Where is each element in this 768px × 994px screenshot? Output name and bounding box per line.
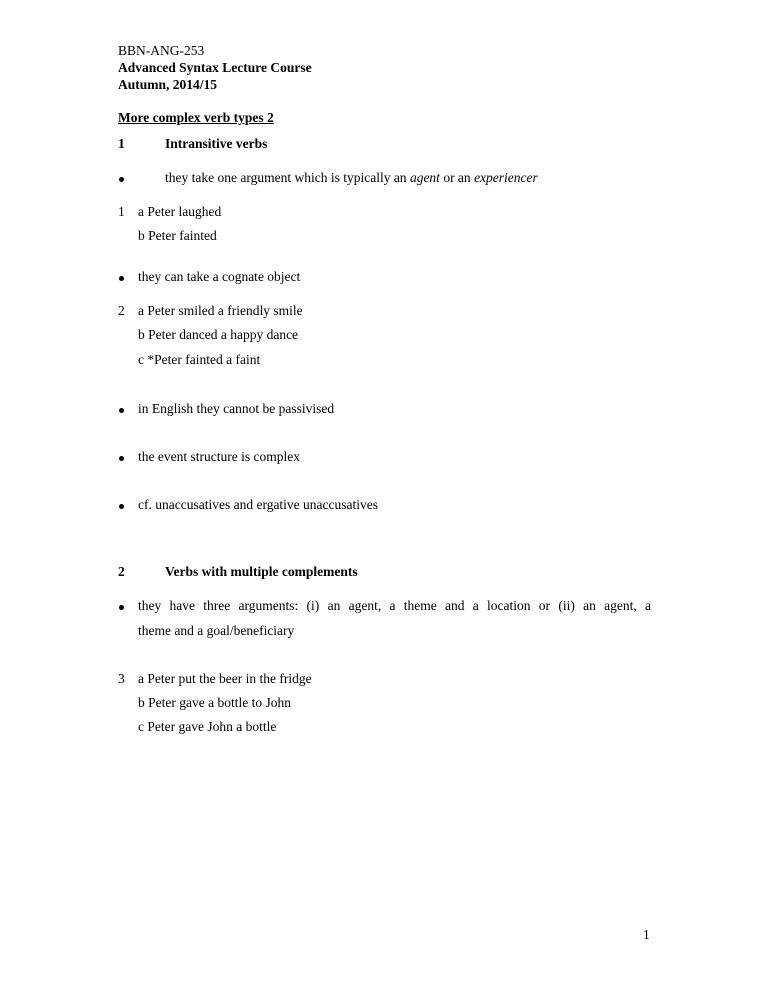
page-title: More complex verb types 2: [118, 110, 274, 125]
bullet-icon: [119, 504, 124, 509]
section-2-bullet-1-line-2: theme and a goal/beneficiary: [138, 623, 295, 638]
example-2-number: 2: [118, 303, 125, 318]
bullet-icon: [119, 605, 124, 610]
section-1-heading: Intransitive verbs: [165, 136, 268, 151]
term-experiencer: experiencer: [474, 170, 538, 185]
course-code: BBN-ANG-253: [118, 43, 205, 58]
example-3-number: 3: [118, 671, 125, 686]
section-1-bullet-5: cf. unaccusatives and ergative unaccusatives: [138, 497, 379, 512]
example-3c: c Peter gave John a bottle: [138, 719, 277, 734]
section-1-bullet-2: they can take a cognate object: [138, 269, 301, 284]
term-agent: agent: [409, 170, 440, 185]
bullet-icon: [119, 408, 124, 413]
course-name: Advanced Syntax Lecture Course: [118, 60, 312, 75]
section-2-number: 2: [118, 564, 125, 579]
example-3a: a Peter put the beer in the fridge: [138, 671, 312, 686]
section-1-bullet-3: in English they cannot be passivised: [138, 401, 335, 416]
section-2-bullet-1-line-1: they have three arguments: (i) an agent, a theme and a location or (ii) an agent, a: [138, 598, 651, 613]
example-2a: a Peter smiled a friendly smile: [138, 303, 303, 318]
bullet-icon: [119, 456, 124, 461]
example-2b: b Peter danced a happy dance: [138, 327, 299, 342]
example-2c: c *Peter fainted a faint: [138, 352, 261, 367]
example-1a: a Peter laughed: [138, 204, 222, 219]
course-term: Autumn, 2014/15: [118, 77, 218, 92]
example-3b: b Peter gave a bottle to John: [138, 695, 291, 710]
section-2-heading: Verbs with multiple complements: [165, 564, 358, 579]
bullet-icon: [119, 276, 124, 281]
page-number: 1: [643, 927, 650, 942]
section-1-bullet-1: they take one argument which is typically an agent or an experiencer: [165, 170, 538, 185]
bullet-icon: [119, 177, 124, 182]
example-1b: b Peter fainted: [138, 228, 217, 243]
section-1-bullet-4: the event structure is complex: [138, 449, 300, 464]
section-1-number: 1: [118, 136, 125, 151]
example-1-number: 1: [118, 204, 125, 219]
